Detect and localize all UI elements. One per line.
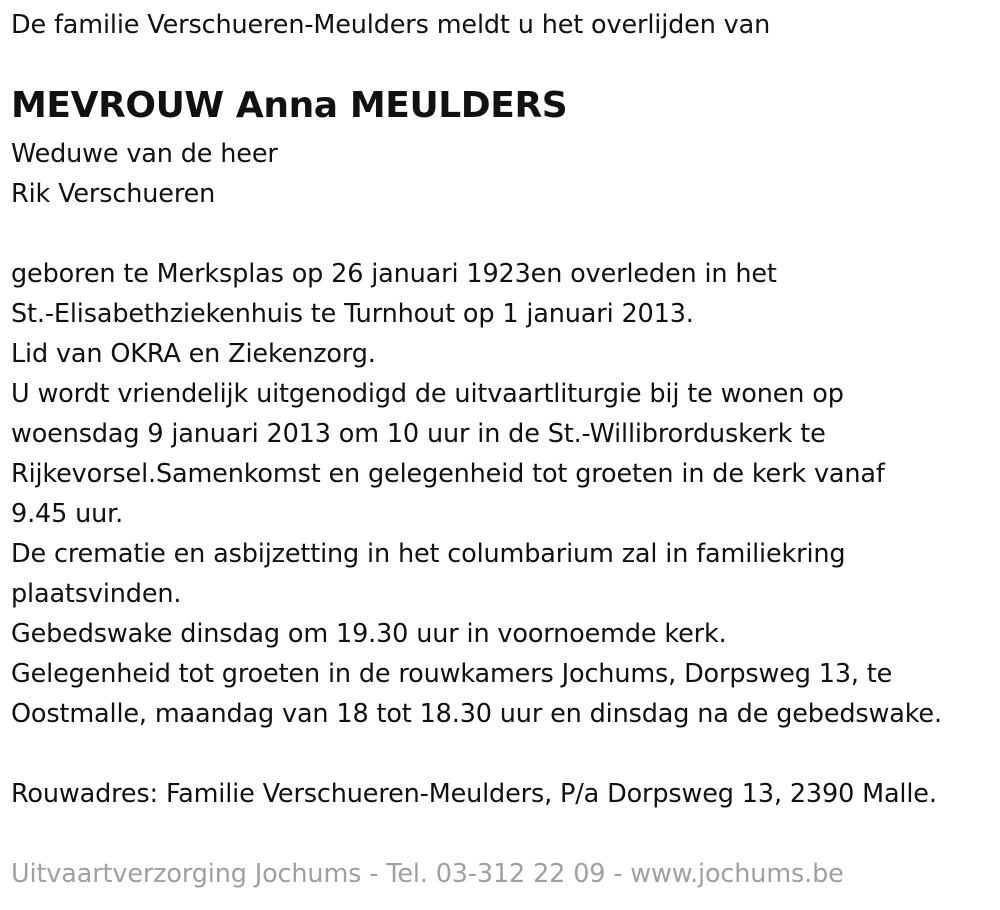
body-line: U wordt vriendelijk uitgenodigd de uitvaartliturgie bij te wonen op bbox=[11, 379, 844, 409]
body-line: Rijkevorsel.Samenkomst en gelegenheid tot groeten in de kerk vanaf bbox=[11, 459, 885, 489]
body-line: Gebedswake dinsdag om 19.30 uur in voornoemde kerk. bbox=[11, 619, 727, 649]
body-line: woensdag 9 januari 2013 om 10 uur in de St.-Willibrorduskerk te bbox=[11, 419, 826, 449]
relation-line-2: Rik Verschueren bbox=[11, 179, 216, 209]
body-line: geboren te Merksplas op 26 januari 1923en overleden in het bbox=[11, 259, 777, 289]
mourning-address: Rouwadres: Familie Verschueren-Meulders, P/a Dorpsweg 13, 2390 Malle. bbox=[11, 779, 937, 809]
body-line: 9.45 uur. bbox=[11, 499, 124, 529]
intro-line: De familie Verschueren-Meulders meldt u het overlijden van bbox=[11, 10, 771, 40]
deceased-name: MEVROUW Anna MEULDERS bbox=[11, 85, 568, 126]
body-line: Oostmalle, maandag van 18 tot 18.30 uur en dinsdag na de gebedswake. bbox=[11, 699, 942, 729]
body-line: St.-Elisabethziekenhuis te Turnhout op 1 januari 2013. bbox=[11, 299, 694, 329]
body-line: Gelegenheid tot groeten in de rouwkamers Jochums, Dorpsweg 13, te bbox=[11, 659, 893, 689]
funeral-home-footer: Uitvaartverzorging Jochums - Tel. 03-312 22 09 - www.jochums.be bbox=[11, 859, 844, 889]
body-line: Lid van OKRA en Ziekenzorg. bbox=[11, 339, 376, 369]
body-line: plaatsvinden. bbox=[11, 579, 182, 609]
relation-line-1: Weduwe van de heer bbox=[11, 139, 278, 169]
body-line: De crematie en asbijzetting in het columbarium zal in familiekring bbox=[11, 539, 846, 569]
